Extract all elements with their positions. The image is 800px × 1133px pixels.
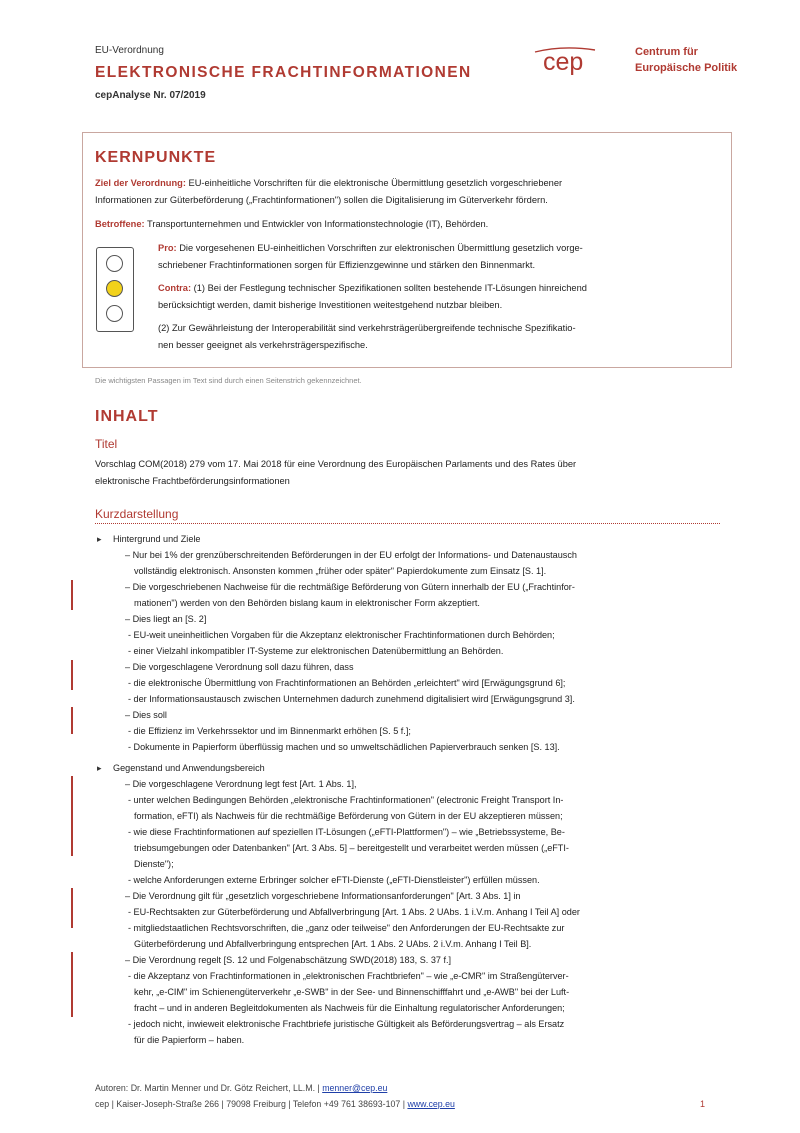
marking-note: Die wichtigsten Passagen im Text sind durch einen Seitenstrich gekennzeichnet.	[95, 376, 362, 385]
body-line: – Nur bei 1% der grenzüberschreitenden Beförderungen in der EU erfolgt der Informations- und Datenaustausch	[125, 550, 577, 560]
body-line: – Die Verordnung regelt [S. 12 und Folgenabschätzung SWD(2018) 183, S. 37 f.]	[125, 955, 452, 965]
inhalt-heading: INHALT	[95, 408, 159, 425]
contra-2-line-2: nen besser geeignet als verkehrsträgerspezifische.	[158, 340, 368, 350]
regulation-label: EU-Verordnung	[95, 45, 164, 56]
website-link[interactable]: www.cep.eu	[407, 1099, 455, 1109]
body-line: Dienste");	[134, 859, 174, 869]
org-name-line2: Europäische Politik	[635, 61, 738, 74]
ziel-text: EU-einheitliche Vorschriften für die elektronische Übermittlung gesetzlich vorgeschriebener	[185, 178, 563, 188]
analysis-number: cepAnalyse Nr. 07/2019	[95, 90, 206, 101]
address-text: cep | Kaiser-Joseph-Straße 266 | 79098 Freiburg | Telefon +49 761 38693-107 |	[95, 1099, 408, 1109]
contra-1-text: (1) Bei der Festlegung technischer Spezifikationen sollten bestehende IT-Lösungen hinreichend	[191, 283, 587, 293]
body-line: - die elektronische Übermittlung von Frachtinformationen an Behörden „erleichtert" wird [Erwägungsgrund 6];	[128, 678, 566, 688]
contra-1-line-2: berücksichtigt werden, damit bisherige Investitionen weitestgehend nutzbar bleiben.	[158, 300, 503, 310]
body-line: kehr, „e-CIM" im Schienengüterverkehr „e-SWB" in der See- und Binnenschifffahrt und „e-AWB" bei der Luft-	[134, 987, 570, 997]
betroffene-label: Betroffene:	[95, 219, 145, 229]
body-line: – Dies soll	[125, 710, 167, 720]
body-line: - mitgliedstaatlichen Rechtsvorschriften, die „ganz oder teilweise" den Anforderungen der EU-Rechtsakte zur	[128, 923, 565, 933]
body-line: - einer Vielzahl inkompatibler IT-Systeme zur elektronischen Datenübermittlung an Behörden.	[128, 646, 504, 656]
document-title: ELEKTRONISCHE FRACHTINFORMATIONEN	[95, 64, 472, 81]
org-name-line1: Centrum für	[635, 46, 698, 58]
body-line: Güterbeförderung und Abfallverbringung entsprechen [Art. 1 Abs. 2 UAbs. 2 i.V.m. Anhang I Teil B].	[134, 939, 532, 949]
body-line: triebsumgebungen oder Datenbanken" [Art. 3 Abs. 5] – bereitgestellt und verarbeitet werden müssen („eFTI-	[134, 843, 569, 853]
body-line: – Die vorgeschriebenen Nachweise für die rechtmäßige Beförderung von Gütern innerhalb der EU („Frachtinfor-	[125, 582, 575, 592]
pro-text: Die vorgesehenen EU-einheitlichen Vorschriften zur elektronischen Übermittlung gesetzlich vorge-	[176, 243, 583, 253]
body-line: - welche Anforderungen externe Erbringer solcher eFTI-Dienste („eFTI-Dienstleister") erfüllen müssen.	[128, 875, 540, 885]
margin-mark	[71, 707, 73, 734]
body-line: - EU-Rechtsakten zur Güterbeförderung und Abfallverbringung [Art. 1 Abs. 2 UAbs. 1 i.V.m. Anhang I Teil A] oder	[128, 907, 580, 917]
kurzdarstellung-heading: Kurzdarstellung	[95, 507, 179, 521]
margin-mark	[71, 580, 73, 610]
margin-mark	[71, 660, 73, 690]
author-email-link[interactable]: menner@cep.eu	[322, 1083, 388, 1093]
titel-line: Vorschlag COM(2018) 279 vom 17. Mai 2018 für eine Verordnung des Europäischen Parlaments und des Rates über	[95, 459, 577, 469]
footer-address	[95, 1098, 455, 1111]
body-line: – Die vorgeschlagene Verordnung soll dazu führen, dass	[125, 662, 354, 672]
betroffene-text: Transportunternehmen und Entwickler von Informationstechnologie (IT), Behörden.	[144, 219, 489, 229]
margin-mark	[71, 888, 73, 928]
body-line: - der Informationsaustausch zwischen Unternehmen dadurch zunehmend digitalisiert wird [Erwägungsgrund 3].	[128, 694, 575, 704]
body-line: - wie diese Frachtinformationen auf speziellen IT-Lösungen („eFTI-Plattformen") – wie „Betriebssysteme, Be-	[128, 827, 565, 837]
authors-text: Autoren: Dr. Martin Menner und Dr. Götz Reichert, LL.M. |	[95, 1083, 323, 1093]
ziel-line-2: Informationen zur Güterbeförderung („Frachtinformationen") sollen die Digitalisierung im Güterverkehr fördern.	[95, 195, 548, 205]
titel-line: elektronische Frachtbeförderungsinformationen	[95, 476, 290, 486]
margin-mark	[71, 952, 73, 1017]
section-bullet-hintergrund: ▸ Hintergrund und Ziele	[113, 531, 200, 547]
body-line: vollständig elektronisch. Ansonsten kommen „früher oder später" Papierdokumente zum Einsatz [S. 1].	[134, 566, 547, 576]
body-line: - die Effizienz im Verkehrssektor und im Binnenmarkt erhöhen [S. 5 f.];	[128, 726, 411, 736]
kernpunkte-heading: KERNPUNKTE	[95, 149, 217, 166]
body-line: - EU-weit uneinheitlichen Vorgaben für die Akzeptanz elektronischer Frachtinformationen durch Behörden;	[128, 630, 555, 640]
pro-label: Pro:	[158, 243, 177, 253]
body-line: fracht – und in anderen Begleitdokumenten als Nachweis für die Einhaltung regulatorischer Anforderungen;	[134, 1003, 565, 1013]
footer-authors	[95, 1082, 387, 1095]
pro-line-2: schriebener Frachtinformationen sorgen für Effizienzgewinne und stärken den Binnenmarkt.	[158, 260, 536, 270]
body-line: – Die Verordnung gilt für „gesetzlich vorgeschriebene Informationsanforderungen" [Art. 3 Abs. 1] in	[125, 891, 521, 901]
body-line: – Dies liegt an [S. 2]	[125, 614, 207, 624]
logo-text: cep	[543, 48, 584, 76]
ziel-label: Ziel der Verordnung:	[95, 178, 186, 188]
body-line: für die Papierform – haben.	[134, 1035, 245, 1045]
titel-heading: Titel	[95, 437, 118, 451]
page-number: 1	[700, 1099, 706, 1109]
body-line: - die Akzeptanz von Frachtinformationen in „elektronischen Frachtbriefen" – wie „e-CMR" im Straßengüterver-	[128, 971, 569, 981]
body-line: - unter welchen Bedingungen Behörden „elektronische Frachtinformationen" (electronic Freight Transport In-	[128, 795, 564, 805]
body-line: – Die vorgeschlagene Verordnung legt fest [Art. 1 Abs. 1],	[125, 779, 357, 789]
body-line: mationen") werden von den Behörden bislang kaum in elektronischer Form akzeptiert.	[134, 598, 480, 608]
body-line: - jedoch nicht, inwieweit elektronische Frachtbriefe juristische Gültigkeit als Beförderungsvertrag – als Ersatz	[128, 1019, 565, 1029]
section-bullet-gegenstand: ▸ Gegenstand und Anwendungsbereich	[113, 760, 265, 776]
body-line: - Dokumente in Papierform überflüssig machen und so umweltschädlichen Papierverbrauch senken [S. 13].	[128, 742, 560, 752]
contra-2-line-1: (2) Zur Gewährleistung der Interoperabilität sind verkehrsträgerübergreifende technische Spezifikatio-	[158, 323, 576, 333]
contra-label: Contra:	[158, 283, 192, 293]
body-line: formation, eFTI) als Nachweis für die rechtmäßige Beförderung von Gütern in der EU akzeptieren müssen;	[134, 811, 563, 821]
margin-mark	[71, 776, 73, 856]
